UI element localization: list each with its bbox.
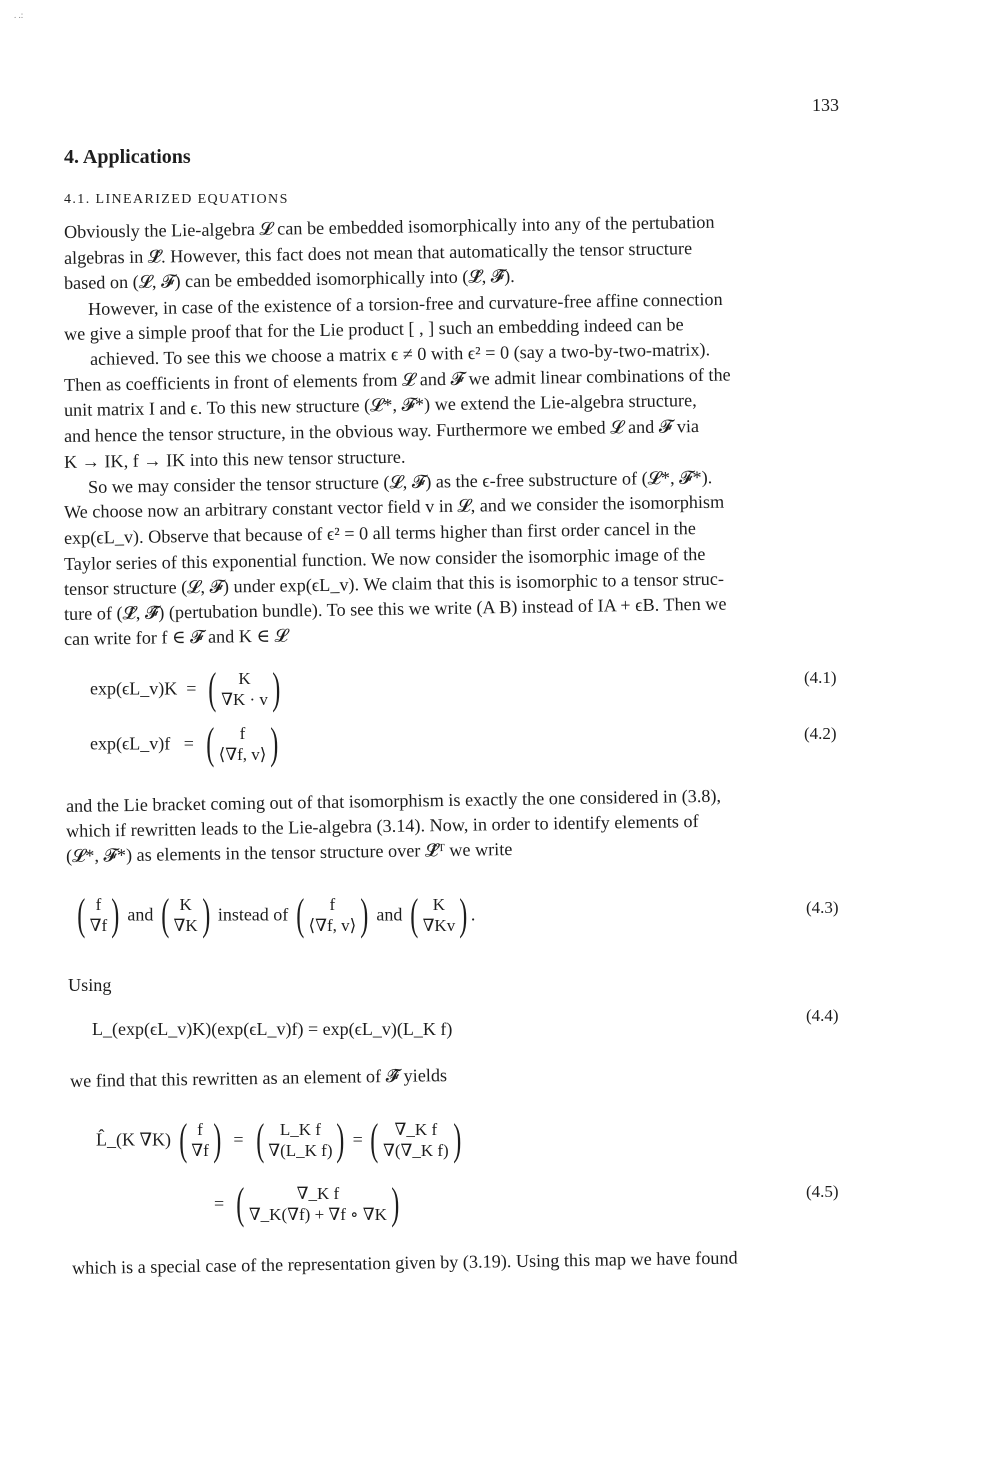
vector-top: ∇_K f: [296, 1184, 340, 1203]
column-vector: ( f ⟨∇f, v⟩ ): [296, 890, 369, 939]
text-line: and the Lie bracket coming out of that isomorphism is exactly the one considered in (3.8),: [65, 785, 722, 816]
equation-lhs: L̂_(K ∇K): [96, 1129, 172, 1150]
column-vector: ( K ∇K ): [161, 890, 211, 939]
equation-number: (4.1): [804, 668, 837, 687]
vector-top: f: [95, 895, 102, 914]
text-line: we find that this rewritten as an element of 𝓕̂ yields: [69, 1065, 448, 1091]
column-vector: ( K ∇Kv ): [410, 890, 468, 939]
corner-mark: . .:: [14, 10, 24, 20]
equation-lhs: exp(ϵL_v)f: [90, 733, 171, 754]
vector-bottom: ∇K · v: [221, 690, 268, 709]
column-vector: ( ∇_K f ∇_K(∇f) + ∇f ∘ ∇K ): [236, 1179, 400, 1228]
text-line: K → IK, f → IK into this new tensor structure.: [63, 446, 406, 472]
column-vector: ( f ∇f ): [77, 890, 120, 939]
vector-bottom: ⟨∇f, v⟩: [308, 916, 357, 935]
vector-top: f: [239, 724, 246, 743]
text-line: which if rewritten leads to the Lie-algebra (3.14). Now, in order to identify elements of: [65, 811, 699, 841]
text-line: based on (𝓛, 𝓕) can be embedded isomorphically into (𝓛̂, 𝓕̂).: [63, 265, 515, 293]
section-heading: 4. Applications: [64, 146, 191, 168]
vector-top: ∇_K f: [394, 1120, 438, 1139]
equation-4-3: [74, 890, 476, 939]
text-line: can write for f ∈ 𝓕 and K ∈ 𝓛: [63, 625, 288, 649]
equation-4-5-line-1: [96, 1115, 464, 1164]
text-line: Then as coefficients in front of elements from 𝓛 and 𝓕 we admit linear combinations of the: [63, 364, 731, 395]
equation-4-2: [90, 719, 282, 768]
page-number: 133: [812, 95, 839, 115]
phrase: instead of: [217, 904, 289, 925]
text-line: achieved. To see this we choose a matrix ϵ ≠ 0 with ϵ² = 0 (say a two-by-two-matrix).: [89, 339, 711, 369]
text-line: which is a special case of the representation given by (3.19). Using this map we have found: [71, 1247, 738, 1278]
conjunction: and: [127, 904, 154, 925]
equation-number: (4.2): [804, 724, 837, 743]
vector-bottom: ∇f: [191, 1141, 209, 1160]
equation-equals: =: [352, 1129, 363, 1150]
text-line: So we may consider the tensor structure (𝓛, 𝓕) as the ϵ-free substructure of (𝓛*, 𝓕*).: [87, 467, 713, 497]
equation-number: (4.3): [806, 898, 839, 917]
vector-top: K: [179, 895, 192, 914]
equation-4-1: [90, 664, 284, 713]
text-line: We choose now an arbitrary constant vector field v in 𝓛, and we consider the isomorphism: [63, 491, 725, 522]
equation-equals: =: [233, 1129, 244, 1150]
column-vector: ( f ∇f ): [178, 1115, 222, 1164]
equation-equals: =: [186, 678, 197, 699]
text-line: tensor structure (𝓛, 𝓕) under exp(ϵL_v). We claim that this is isomorphic to a tensor struc-: [63, 568, 725, 599]
text-line: algebras in 𝓛̂. However, this fact does not mean that automatically the tensor structure: [63, 238, 693, 268]
equation-equals: =: [214, 1193, 225, 1214]
vector-bottom: ∇(L_K f): [268, 1141, 333, 1160]
equation-number: (4.5): [806, 1182, 839, 1201]
vector-bottom: ∇f: [89, 916, 108, 935]
text-line: we give a simple proof that for the Lie product [ , ] such an embedding indeed can be: [63, 314, 684, 344]
vector-top: L_K f: [279, 1120, 321, 1139]
period: .: [470, 904, 476, 925]
text-line: unit matrix I and ϵ. To this new structure (𝓛*, 𝓕*) we extend the Lie-algebra structure,: [63, 390, 697, 420]
subsection-heading: 4.1. LINEARIZED EQUATIONS: [64, 192, 289, 207]
equation-number: (4.4): [806, 1006, 839, 1025]
vector-top: f: [329, 895, 336, 914]
equation-lhs: exp(ϵL_v)K: [90, 678, 178, 699]
text-line: and hence the tensor structure, in the obvious way. Furthermore we embed 𝓛 and 𝓕 via: [63, 416, 700, 446]
text-line: However, in case of the existence of a torsion-free and curvature-free affine connection: [87, 289, 723, 319]
text-line: ture of (𝓛̂, 𝓕̂) (pertubation bundle). To see this we write (A B) instead of IA + ϵB. Then we: [63, 593, 727, 624]
vector-top: f: [197, 1120, 203, 1139]
text-line: Taylor series of this exponential function. We now consider the isomorphic image of the: [63, 543, 706, 574]
equation-4-4: L_(exp(ϵL_v)K)(exp(ϵL_v)f) = exp(ϵL_v)(L_K f): [92, 1019, 453, 1039]
vector-top: K: [432, 895, 446, 914]
column-vector: ( L_K f ∇(L_K f) ): [255, 1115, 345, 1164]
vector-top: K: [238, 669, 251, 688]
text-line: Obviously the Lie-algebra 𝓛 can be embedded isomorphically into any of the pertubation: [63, 211, 715, 242]
text-line: exp(ϵL_v). Observe that because of ϵ² = 0 all terms higher than first order cancel in the: [63, 518, 697, 548]
vector-bottom: ∇Kv: [422, 916, 456, 935]
conjunction: and: [376, 904, 403, 925]
column-vector: ( K ∇K · v ): [208, 664, 281, 713]
column-vector: ( ∇_K f ∇(∇_K f) ): [370, 1115, 462, 1164]
column-vector: ( f ⟨∇f, v⟩ ): [206, 719, 279, 768]
equation-4-5-line-2: [214, 1179, 403, 1228]
equation-equals: =: [183, 733, 194, 754]
text-line: Using: [68, 975, 112, 995]
vector-bottom: ∇(∇_K f): [382, 1141, 449, 1160]
text-line: (𝓛*, 𝓕*) as elements in the tensor structure over 𝓛̂ᵀ we write: [65, 838, 513, 866]
vector-bottom: ⟨∇f, v⟩: [218, 745, 267, 764]
vector-bottom: ∇_K(∇f) + ∇f ∘ ∇K: [248, 1205, 387, 1224]
vector-bottom: ∇K: [173, 916, 198, 935]
